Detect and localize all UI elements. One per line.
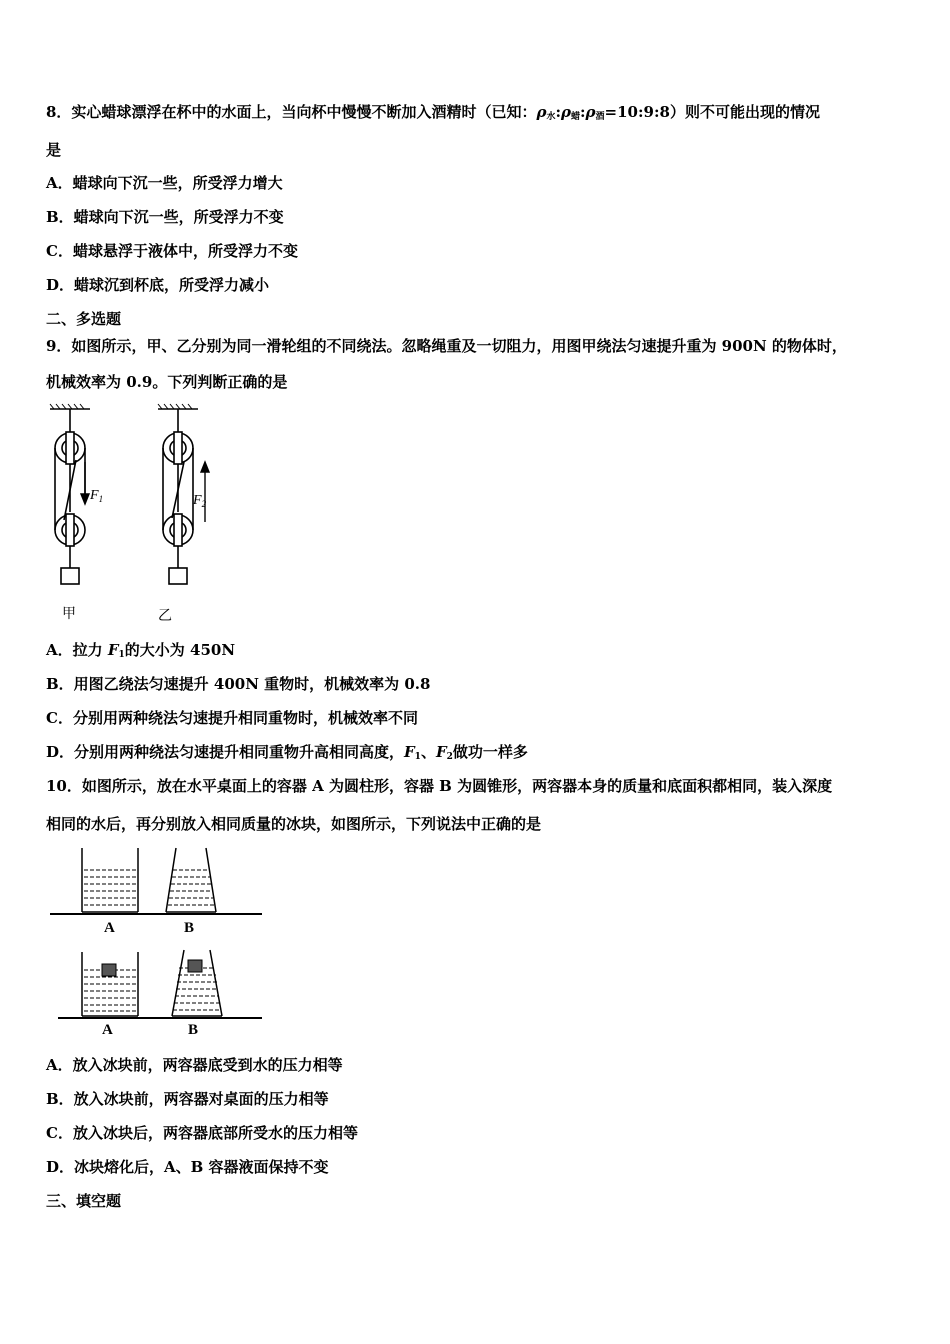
q10-option-b: B．放入冰块前，两容器对桌面的压力相等 xyxy=(46,1090,329,1108)
container-b-after xyxy=(172,950,222,1016)
q10-option-a: A．放入冰块前，两容器底受到水的压力相等 xyxy=(46,1056,343,1074)
container-a-after xyxy=(82,952,138,1016)
figure-label-yi: 乙 xyxy=(158,609,172,624)
q8-option-c: C．蜡球悬浮于液体中，所受浮力不变 xyxy=(46,242,298,260)
q10-option-c: C．放入冰块后，两容器底部所受水的压力相等 xyxy=(46,1124,358,1142)
section-heading-fill-blank: 三、填空题 xyxy=(46,1192,122,1210)
section-heading-multi-choice: 二、多选题 xyxy=(46,310,122,328)
containers-figure xyxy=(44,844,269,1039)
label-container-b-top: B xyxy=(184,920,195,936)
q9-stem-line2: 机械效率为 0.9。下列判断正确的是 xyxy=(46,373,288,391)
container-a-before xyxy=(82,848,138,912)
q10-stem-line1: 10．如图所示，放在水平桌面上的容器 A 为圆柱形，容器 B 为圆锥形，两容器本身的质量和底面积都相同，装入深度 xyxy=(46,777,833,795)
container-b-before xyxy=(166,848,216,912)
force-arrow-f2 xyxy=(201,462,209,522)
q9-option-a: A．拉力 $F_1$的大小为 450N xyxy=(46,641,236,660)
q8-stem-line2: 是 xyxy=(46,141,62,159)
q9-option-c: C．分别用两种绕法匀速提升相同重物时，机械效率不同 xyxy=(46,709,418,727)
pulley-figure xyxy=(40,402,240,627)
force-label-f1: $F_1$ xyxy=(90,488,104,504)
q8-option-a: A．蜡球向下沉一些，所受浮力增大 xyxy=(46,174,283,192)
label-container-b-bottom: B xyxy=(188,1022,199,1038)
q9-option-b: B．用图乙绕法匀速提升 400N 重物时，机械效率为 0.8 xyxy=(46,675,431,693)
label-container-a-bottom: A xyxy=(102,1022,113,1038)
q10-option-d: D．冰块熔化后，A、B 容器液面保持不变 xyxy=(46,1158,329,1176)
label-container-a-top: A xyxy=(104,920,115,936)
q9-option-d: D．分别用两种绕法匀速提升相同重物升高相同高度，$F_1$、$F_2$做功一样多 xyxy=(46,743,528,762)
q9-stem-line1: 9．如图所示，甲、乙分别为同一滑轮组的不同绕法。忽略绳重及一切阻力，用图甲绕法匀速提升重为 900N 的物体时， xyxy=(46,337,847,355)
ice-cube-a xyxy=(102,964,116,976)
pulley-system-yi xyxy=(158,404,198,584)
force-arrow-f1 xyxy=(81,462,89,504)
q8-option-d: D．蜡球沉到杯底，所受浮力减小 xyxy=(46,276,270,294)
q10-stem-line2: 相同的水后，再分别放入相同质量的冰块，如图所示，下列说法中正确的是 xyxy=(46,815,542,833)
q8-option-b: B．蜡球向下沉一些，所受浮力不变 xyxy=(46,208,284,226)
figure-label-jia: 甲 xyxy=(62,607,76,622)
ice-cube-b xyxy=(188,960,202,972)
q8-stem-line1: 8．实心蜡球漂浮在杯中的水面上，当向杯中慢慢不断加入酒精时（已知：$\rho_水:\rho_蜡:\rho_酒=10:9:8$）则不可能出现的情况 xyxy=(46,103,820,122)
force-label-f2: $F_2$ xyxy=(193,493,207,509)
